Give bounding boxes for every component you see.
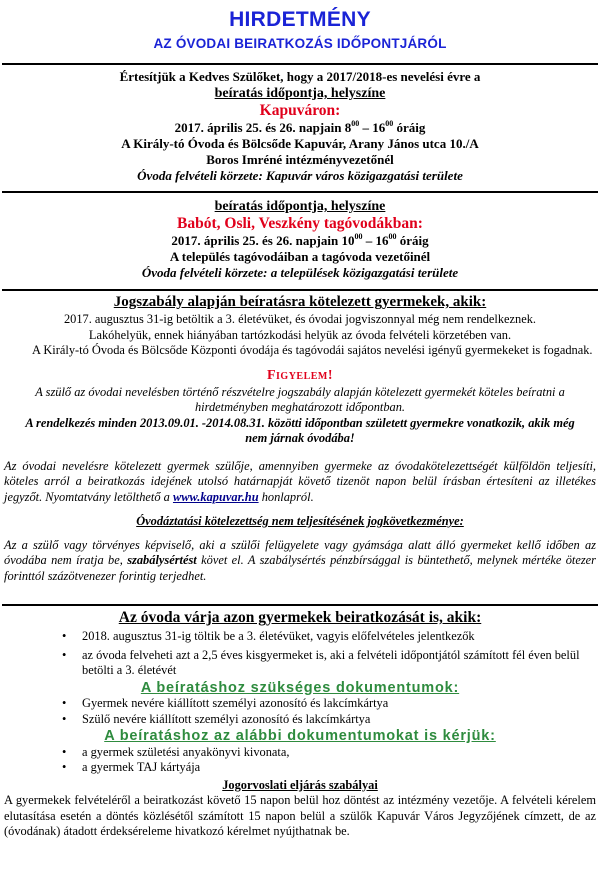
list-item: • a gyermek TAJ kártyája	[62, 760, 201, 774]
obligation-section	[0, 293, 600, 584]
district-text: Óvoda felvételi körzete: Kapuvár város közigazgatási területe	[137, 168, 463, 183]
bullet-dot-icon: •	[62, 760, 67, 774]
district-text: Óvoda felvételi körzete: a települések közigazgatási területe	[141, 265, 459, 280]
voluntary-list	[0, 629, 600, 679]
section-heading: Jogszabály alapján beíratásra kötelezett gyermekek, akik:	[113, 294, 487, 310]
list-item: • 2018. augusztus 31-ig töltik be a 3. életévüket, vagyis előfelvételes jelentkezők	[62, 629, 475, 643]
enrollment-date: 2017. április 25. és 26. napjain $10^{00} - 16^{00}$ óráig	[171, 231, 429, 248]
city-name: Kapuváron:	[259, 102, 341, 119]
kapuvar-section	[0, 69, 600, 184]
enrollment-label: beíratás időpontja, helyszíne	[214, 86, 386, 101]
bullet-dot-icon: •	[62, 696, 67, 710]
enrollment-date: 2017. április 25. és 26. napjain $8^{00} - 16^{00}$ óráig	[174, 118, 426, 135]
city-name: Babót, Osli, Veszkény tagóvodákban:	[177, 215, 423, 232]
documents-list	[0, 696, 600, 727]
section-heading: Az óvoda várja azon gyermekek beiratkozását is, akik:	[118, 609, 482, 626]
list-item: • Szülő nevére kiállított személyi azonosító és lakcímkártya	[62, 711, 371, 726]
divider	[2, 191, 598, 193]
divider	[2, 604, 598, 606]
list-item: • Gyermek nevére kiállított személyi azonosító és lakcímkártya	[62, 696, 389, 710]
bullet-dot-icon: •	[62, 711, 67, 726]
penalty-heading: Óvodáztatási kötelezettség nem teljesítésének jogkövetkezménye:	[136, 514, 464, 528]
attention-bold-text: A rendelkezés minden 2013.09.01. -2014.08.31. közötti időpontban született gyermekre vonatkozik, akik még nem járnak óvodába!	[25, 415, 575, 445]
obligation-line: 2017. augusztus 31-ig betöltik a 3. életévüket, és óvodai jogviszonnyal még nem rendelkeznek.	[63, 312, 537, 326]
enrollment-label: beíratás időpontja, helyszíne	[214, 199, 386, 214]
obligation-line: A Király-tó Óvoda és Bölcsőde Központi óvodája és tagóvodái sajátos nevelési igényű gyermekeket is fogadnak.	[32, 343, 593, 357]
penalty-text: Az a szülő vagy törvényes képviselő, aki a szülői felügyelete vagy gyámsága alatt álló gyermeket kellő időben az óvodába nem íratja be, szabálysértést követ el. A szabálysértés pénzbírsággal is büntethető, melynek mértéke ötezer forinttól százötvenezer forintig terjedhet.	[4, 537, 596, 583]
attention-text: A szülő az óvodai nevelésben történő részvételre jogszabály alapján kötelezett gyermekét köteles beíratni a hirdetményben meghatározott időpontban.	[35, 384, 565, 414]
documents-heading: A beíratáshoz szükséges dokumentumok:	[140, 679, 460, 696]
branches-section	[0, 198, 600, 281]
page-subtitle: AZ ÓVODAI BEIRATKOZÁS IDŐPONTJÁRÓL	[153, 36, 447, 51]
kapuvar-website-link[interactable]: www.kapuvar.hu	[172, 489, 259, 504]
enrollment-place: A település tagóvodáiban a tagóvoda vezetőinél	[169, 249, 431, 264]
abroad-text: Az óvodai nevelésre kötelezett gyermek szülője, amennyiben gyermeke az óvodakötelezettségét külföldön teljesíti, köteles arról a beiratkozás idejének utolsó határnapját követő tizenöt napon belül írásban értesíteni az illetékes jegyzőt. Nyomtatvány letölthető a www.kapuvar.hu honlapról.	[4, 458, 596, 504]
bullet-dot-icon: •	[62, 647, 67, 662]
remedy-text: A gyermekek felvételéről a beiratkozást követő 15 napon belül hoz döntést az intézmény vezetője. A felvételi kérelem elutasítása esetén a döntés közlésétől számított 15 napon belül a szülők Kapuvár Város Jegyzőjének címzett, de az (óvodának) átadott érdekséreleme hivatkozó kérelmet nyújthatnak be.	[4, 793, 596, 838]
list-item: • a gyermek születési anyakönyvi kivonata,	[62, 744, 290, 759]
bullet-dot-icon: •	[62, 744, 67, 759]
bullet-dot-icon: •	[62, 629, 67, 643]
header	[0, 8, 600, 51]
page-title: HIRDETMÉNY	[229, 8, 371, 31]
obligation-line: Lakóhelyük, ennek hiányában tartózkodási helyük az óvoda felvételi körzetében van.	[88, 327, 512, 342]
attention-heading: Figyelem!	[266, 367, 334, 383]
divider	[2, 63, 598, 65]
remedy-heading: Jogorvoslati eljárás szabályai	[222, 777, 378, 792]
extra-documents-list	[0, 745, 600, 776]
extra-documents-heading: A beíratáshoz az alábbi dokumentumokat is kérjük:	[104, 728, 496, 744]
enrollment-leader: Boros Imréné intézményvezetőnél	[206, 152, 394, 167]
voluntary-section	[0, 608, 600, 840]
divider	[2, 289, 598, 291]
enrollment-place: A Király-tó Óvoda és Bölcsőde Kapuvár, Arany János utca 10./A	[121, 136, 479, 151]
intro-text: Értesítjük a Kedves Szülőket, hogy a 2017/2018-es nevelési évre a	[119, 69, 481, 84]
list-item: • az óvoda felveheti azt a 2,5 éves kisgyermeket is, aki a felvételi időpontjától számított fél éven belül betölti a 3. életévét	[62, 647, 580, 677]
